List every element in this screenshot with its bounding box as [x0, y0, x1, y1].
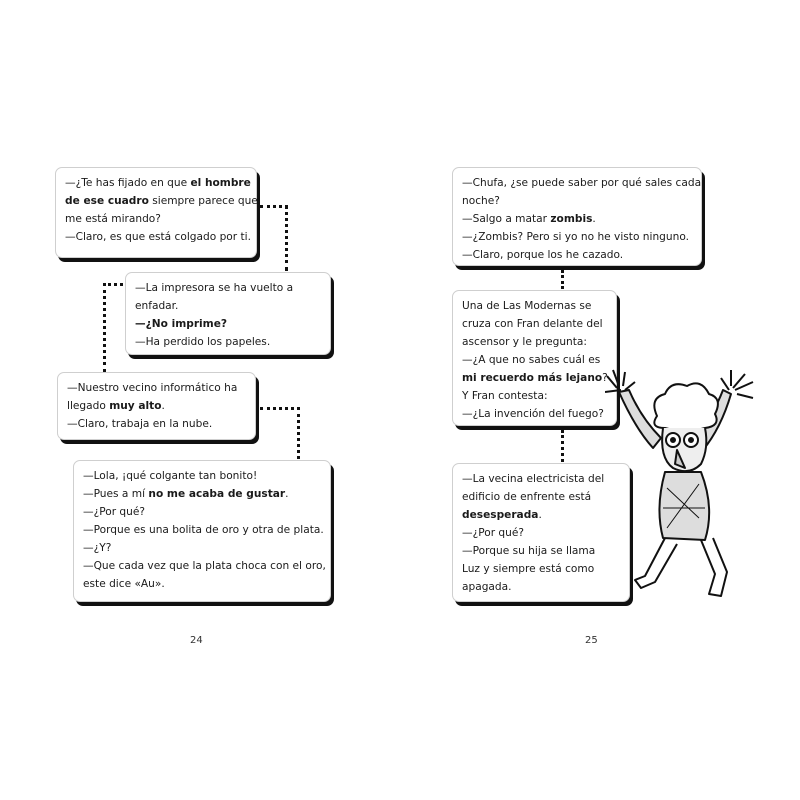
- joke-line: [83, 575, 322, 593]
- bold-text: mi recuerdo más lejano: [462, 372, 603, 384]
- joke-box: [452, 167, 702, 266]
- connector: [561, 430, 564, 462]
- text: —Que cada vez que la plata choca con el oro,: [83, 560, 326, 572]
- connector: [561, 270, 564, 289]
- page-number-right: 25: [585, 635, 598, 646]
- joke-line: [67, 379, 247, 397]
- joke-box: [55, 167, 257, 258]
- joke-line: [462, 387, 608, 405]
- text: cruza con Fran delante del: [462, 318, 603, 330]
- text: —¿Y?: [83, 542, 112, 554]
- joke-line: [83, 485, 322, 503]
- page-number-left: 24: [190, 635, 203, 646]
- text: siempre parece que: [148, 195, 258, 207]
- joke-line: [462, 578, 621, 596]
- bold-text: desesperada: [462, 509, 539, 521]
- text: —Claro, porque los he cazado.: [462, 249, 624, 261]
- joke-line: [462, 351, 608, 369]
- joke-line: [135, 279, 322, 297]
- bold-text: no me acaba de gustar: [148, 488, 286, 500]
- connector: [103, 283, 106, 372]
- text: edificio de enfrente está: [462, 491, 592, 503]
- bold-text: zombis: [550, 213, 593, 225]
- text: llegado: [67, 400, 110, 412]
- joke-line: [135, 297, 322, 315]
- bold-text: muy alto: [109, 400, 162, 412]
- text: —La vecina electricista del: [462, 473, 605, 485]
- joke-line: [65, 228, 251, 246]
- joke-line: [83, 539, 322, 557]
- joke-box: [73, 460, 331, 602]
- joke-line: [462, 369, 608, 387]
- joke-box: [57, 372, 256, 440]
- joke-line: [135, 315, 322, 333]
- joke-line: [65, 192, 258, 210]
- joke-box: [125, 272, 331, 355]
- text: —La impresora se ha vuelto a: [135, 282, 294, 294]
- text: me está mirando?: [65, 213, 161, 225]
- text: .: [538, 509, 542, 521]
- joke-line: [462, 524, 621, 542]
- joke-box: [452, 290, 617, 426]
- text: —Salgo a matar: [462, 213, 551, 225]
- text: —Porque es una bolita de oro y otra de plata.: [83, 524, 324, 536]
- text: enfadar.: [135, 300, 179, 312]
- joke-line: [462, 246, 693, 264]
- joke-line: [462, 333, 608, 351]
- joke-line: [462, 506, 621, 524]
- joke-line: [462, 560, 621, 578]
- text: —¿Te has fijado en que: [65, 177, 191, 189]
- joke-line: [65, 210, 248, 228]
- joke-line: [135, 333, 322, 351]
- text: —¿La invención del fuego?: [462, 408, 604, 420]
- joke-box: [452, 463, 630, 602]
- bold-text: de ese cuadro: [65, 195, 149, 207]
- text: apagada.: [462, 581, 512, 593]
- joke-line: [83, 467, 322, 485]
- text: —Porque su hija se llama: [462, 545, 596, 557]
- connector: [285, 205, 288, 271]
- text: —¿Por qué?: [462, 527, 525, 539]
- text: —Nuestro vecino informático ha: [67, 382, 238, 394]
- joke-line: [83, 521, 322, 539]
- text: .: [161, 400, 165, 412]
- text: Y Fran contesta:: [462, 390, 548, 402]
- joke-line: [462, 174, 702, 192]
- text: —¿A que no sabes cuál es: [462, 354, 601, 366]
- joke-line: [67, 415, 247, 433]
- joke-line: [462, 470, 621, 488]
- text: —Claro, trabaja en la nube.: [67, 418, 213, 430]
- joke-line: [462, 315, 608, 333]
- bold-text: el hombre: [190, 177, 251, 189]
- text: noche?: [462, 195, 500, 207]
- text: .: [592, 213, 596, 225]
- joke-line: [67, 397, 247, 415]
- joke-line: [462, 192, 693, 210]
- connector: [260, 407, 300, 410]
- text: —¿Por qué?: [83, 506, 146, 518]
- connector: [103, 283, 123, 286]
- text: —Pues a mí: [83, 488, 149, 500]
- text: —Claro, es que está colgado por ti.: [65, 231, 251, 243]
- text: Una de Las Modernas se: [462, 300, 592, 312]
- joke-line: [65, 174, 251, 192]
- cartoon-woman-illustration: [605, 368, 755, 603]
- text: ascensor y le pregunta:: [462, 336, 587, 348]
- joke-line: [83, 503, 322, 521]
- connector: [260, 205, 288, 208]
- text: ?: [602, 372, 608, 384]
- joke-line: [462, 297, 608, 315]
- joke-line: [462, 228, 693, 246]
- text: Luz y siempre está como: [462, 563, 595, 575]
- joke-line: [462, 210, 693, 228]
- text: —Ha perdido los papeles.: [135, 336, 271, 348]
- joke-line: [462, 488, 621, 506]
- bold-text: —¿No imprime?: [135, 318, 228, 330]
- connector: [297, 407, 300, 459]
- text: —¿Zombis? Pero si yo no he visto ninguno.: [462, 231, 689, 243]
- text: .: [285, 488, 289, 500]
- text: —Chufa, ¿se puede saber por qué sales cada: [462, 177, 702, 189]
- joke-line: [462, 405, 608, 423]
- joke-line: [83, 557, 326, 575]
- text: —Lola, ¡qué colgante tan bonito!: [83, 470, 258, 482]
- joke-line: [462, 542, 621, 560]
- text: este dice «Au».: [83, 578, 165, 590]
